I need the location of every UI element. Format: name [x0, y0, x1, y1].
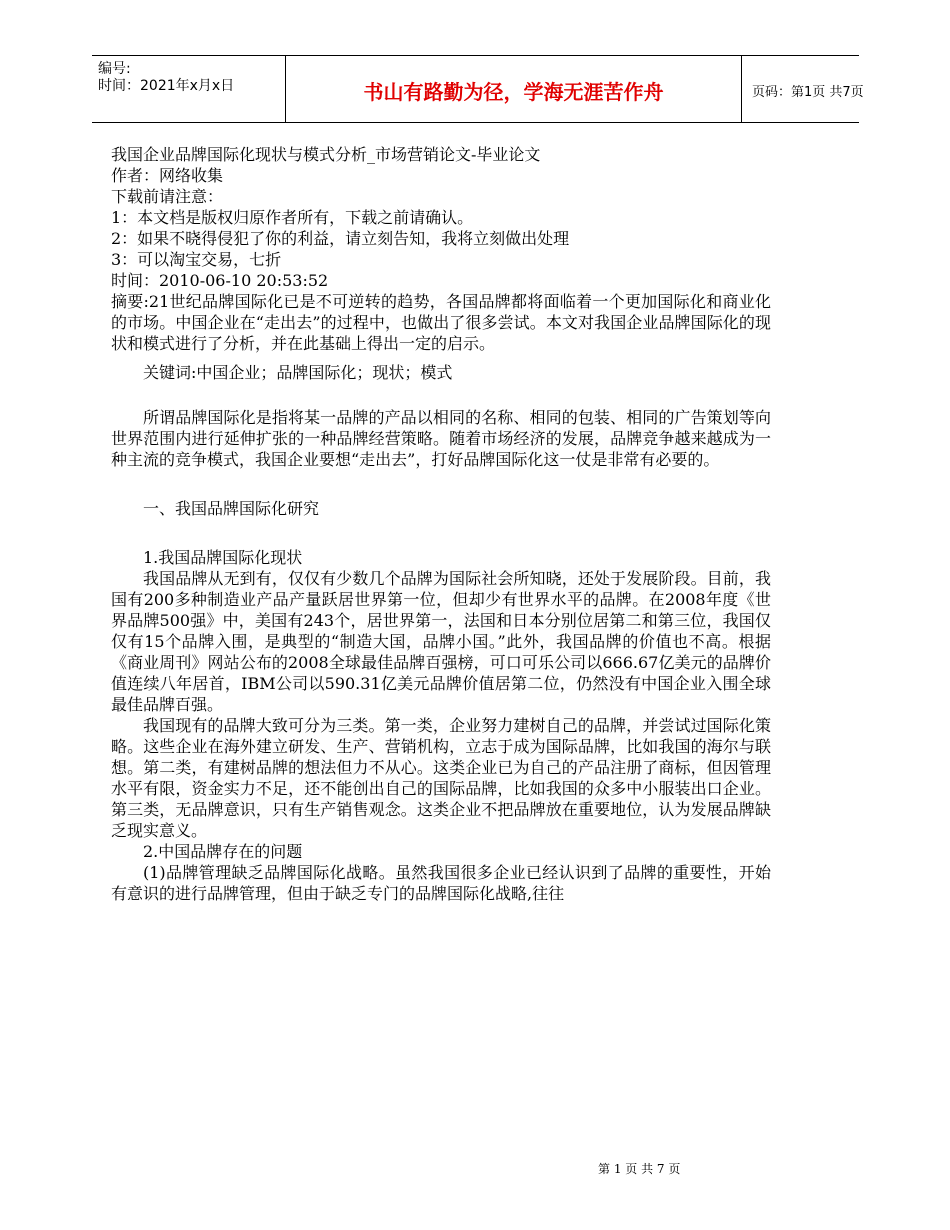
page-info: 页码：第1页 共7页 [752, 85, 864, 100]
header-table [92, 55, 864, 123]
notice-heading: 下载前请注意： [111, 187, 224, 206]
section-heading-1: 一、我国品牌国际化研究 [143, 499, 320, 518]
subheading-1: 1.我国品牌国际化现状 [143, 548, 303, 567]
paragraph-status: 我国品牌从无到有，仅仅有少数几个品牌为国际社会所知晓，还处于发展阶段。目前，我国有200多种制造业产品产量跃居世界第一位，但却少有世界水平的品牌。在2008年度《世界品牌500强》中，美国有243个，居世界第一，法国和日本分别位居第二和第三位，我国仅仅有15个品牌入围，是典型的“制造大国，品牌小国。”此外，我国品牌的价值也不高。根据《商业周刊》网站公布的2008全球最佳品牌百强榜，可口可乐公司以666.67亿美元的品牌价值连续八年居首，IBM公司以590.31亿美元品牌价值居第二位，仍然没有中国企业入围全球最佳品牌百强。 [111, 569, 771, 714]
document-body [111, 144, 771, 904]
paragraph-problems: (1)品牌管理缺乏品牌国际化战略。虽然我国很多企业已经认识到了品牌的重要性，开始有意识的进行品牌管理，但由于缺乏专门的品牌国际化战略,往往 [111, 863, 771, 903]
subheading-2: 2.中国品牌存在的问题 [143, 842, 303, 861]
abstract: 摘要:21世纪品牌国际化已是不可逆转的趋势，各国品牌都将面临着一个更加国际化和商业化的市场。中国企业在“走出去”的过程中，也做出了很多尝试。本文对我国企业品牌国际化的现状和模式进行了分析，并在此基础上得出一定的启示。 [111, 292, 771, 353]
doc-title: 我国企业品牌国际化现状与模式分析_市场营销论文-毕业论文 [111, 145, 541, 164]
page-footer: 第 1 页 共 7 页 [598, 1162, 681, 1176]
doc-author: 作者：网络收集 [111, 166, 224, 185]
intro-paragraph: 所谓品牌国际化是指将某一品牌的产品以相同的名称、相同的包装、相同的广告策划等向世界范围内进行延伸扩张的一种品牌经营策略。随着市场经济的发展，品牌竞争越来越成为一种主流的竞争模式，我国企业要想“走出去”，打好品牌国际化这一仗是非常有必要的。 [111, 408, 771, 469]
notice-item-3: 3：可以淘宝交易，七折 [111, 250, 282, 269]
notice-item-2: 2：如果不晓得侵犯了你的利益，请立刻告知，我将立刻做出处理 [111, 229, 570, 248]
notice-item-1: 1：本文档是版权归原作者所有，下载之前请确认。 [111, 208, 474, 227]
keywords: 关键词:中国企业；品牌国际化；现状；模式 [143, 363, 453, 382]
paragraph-categories: 我国现有的品牌大致可分为三类。第一类，企业努力建树自己的品牌，并尝试过国际化策略。这些企业在海外建立研发、生产、营销机构，立志于成为国际品牌，比如我国的海尔与联想。第二类，有建树品牌的想法但力不从心。这类企业已为自己的产品注册了商标，但因管理水平有限，资金实力不足，还不能创出自己的国际品牌，比如我国的众多中小服装出口企业。第三类，无品牌意识，只有生产销售观念。这类企业不把品牌放在重要地位，认为发展品牌缺乏现实意义。 [111, 716, 771, 840]
doc-time: 时间：2010-06-10 20:53:52 [111, 271, 329, 290]
motto: 书山有路勤为径，学海无涯苦作舟 [363, 80, 664, 104]
header-meta [92, 56, 285, 122]
header-motto-cell [285, 56, 742, 122]
time-label: 时间：2021年x月x日 [98, 78, 235, 94]
number-label: 编号: [98, 61, 131, 77]
header-page-cell [740, 56, 864, 122]
